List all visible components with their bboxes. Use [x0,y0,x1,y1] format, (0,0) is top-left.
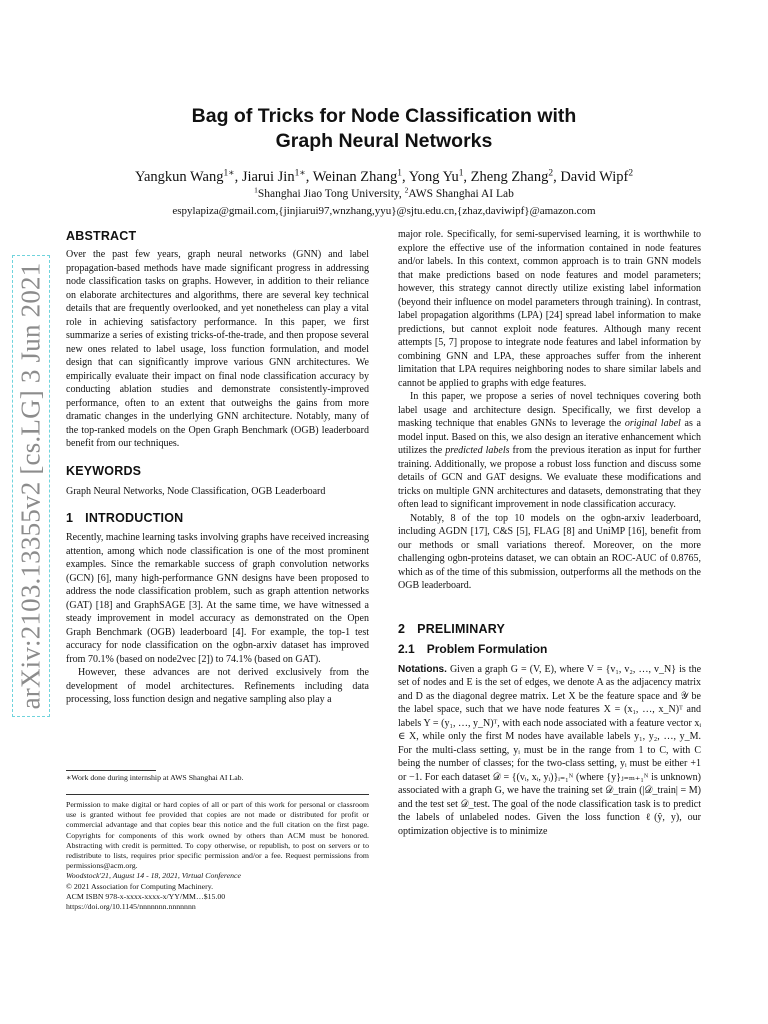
preliminary-heading [398,621,701,637]
author-name: Yangkun Wang [134,169,224,185]
doi-link[interactable]: https://doi.org/10.1145/nnnnnnn.nnnnnnn [66,902,196,912]
author-name: Jiarui Jin [241,169,295,185]
intro-paragraph-3 [398,390,701,512]
subsection-number: 2.1 [398,641,415,656]
intro-paragraph-2: However, these advances are not derived exclusively from the development of model architectures. Refinements including data processing, loss function design and negative sampling also play a [66,667,369,705]
section-title: PRELIMINARY [417,621,506,636]
right-column [398,228,701,838]
arxiv-identifier: arXiv:2103.13355v2 [cs.LG] 3 Jun 2021 [15,262,46,710]
affiliations [60,187,708,202]
affiliation-2: AWS Shanghai AI Lab [408,188,514,200]
isbn-line: ACM ISBN 978-x-xxxx-xxxx-x/YY/MM…$15.00 [66,891,226,901]
author-emails: espylapiza@gmail.com,{jinjiarui97,wnzhang,yyu}@sjtu.edu.cn,{zhaz,daviwipf}@amazon.com [172,205,596,217]
p3-part-b: as a model input. Based on this, we also design an iterative enhancement which utilizes the [398,418,701,456]
affiliation-1-mark: 1 [254,185,258,195]
intro-paragraph-4: Notably, 8 of the top 10 models on the ogbn-arxiv leaderboard, including AGDN [17], C&S [5], FLAG [8] and UniMP [16], benefit from our methods or small variations thereof. Moreover, on the more challenging ogbn-proteins dataset, we can obtain an ROC-AUC of 0.8765, which as of the time of this submission, outperforms all the methods on the OGB leaderboard. [398,512,701,591]
author-affiliation-mark: 1 [458,168,464,179]
footnote-rule [66,770,156,771]
author-name: Weinan Zhang [312,169,398,185]
conference-venue: Woodstock'21, August 14 - 18, 2021, Virtual Conference [66,871,241,881]
left-column [66,228,369,707]
p3-part-c: from the previous iteration as input for further training. Additionally, we propose a robust loss function and discuss some details of GCN and GAT designs. We evaluate these modifications and tricks on multiple GNN architectures and datasets, demonstrating that they often lead to significant improvement in node classification accuracy. [398,445,702,510]
p3-part-a: In this paper, we propose a series of novel techniques covering both label usage and architecture design. Specifically, we first develop a masking technique that enables GNNs to leverage the [398,391,701,429]
predicted-labels-term: predicted labels [445,445,510,456]
title-line-2: Graph Neural Networks [275,130,493,152]
problem-formulation-heading [398,641,701,657]
author-separator: , [463,169,471,185]
copyright-line: © 2021 Association for Computing Machinery. [66,881,214,891]
permission-text: Permission to make digital or hard copies of all or part of this work for personal or classroom use is granted without fee provided that copies are not made or distributed for profit or commercial advantage and that copies bear this notice and the full citation on the first page. Copyrights for components of this work owned by others than ACM must be honored. Abstracting with credit is permitted. To copy otherwise, or republish, to post on servers or to redistribute to lists, requires prior specific permission and/or a fee. Request permissions from permissions@acm.org. [66,800,369,871]
author-affiliation-mark: 1∗ [294,168,306,179]
notations-paragraph [398,663,701,839]
author-separator: , [553,169,561,185]
author-name: Zheng Zhang [470,169,549,185]
author-separator: , [402,169,409,185]
keywords-heading: KEYWORDS [66,463,142,478]
intro-paragraph-1: Recently, machine learning tasks involving graphs have received increasing attention, among which node classification is one of the most prominent examples. Since the remarkable success of graph convolution networks (GCN) [6], many high-performance GNN designs have been proposed to address the node classification problem, such as graph attention networks (GAT) [18] and GraphSAGE [3]. At the same time, we have witnessed a steady improvement in model accuracy as demonstrated on the Open Graph Benchmark (OGB) leaderboard [4]. For example, the top-1 test accuracy for node classification on the ogbn-arxiv dataset has improved from 70.1% (based on node2vec [2]) to 74.1% (based on GAT). [66,532,369,665]
section-title: INTRODUCTION [85,511,184,525]
author-separator: , [305,169,313,185]
paper-title [100,104,668,154]
author-affiliation-mark: 1 [397,168,402,179]
author-affiliation-mark: 2 [628,168,634,179]
author-list [60,168,708,186]
permission-block [66,800,369,912]
title-line-1: Bag of Tricks for Node Classification with [191,105,577,127]
affiliation-1: Shanghai Jiao Tong University, [257,188,405,200]
section-number: 2 [398,621,406,636]
keywords-text: Graph Neural Networks, Node Classification, OGB Leaderboard [66,485,326,497]
section-number: 1 [66,511,74,525]
intro-paragraph-2-continued: major role. Specifically, for semi-supervised learning, it is worthwhile to explore the effective use of the information contained in node features and/or labels. In this context, common approach is to train GNN models that make predictions based on node features and model parameters; however, this strategy cannot directly utilize existing label information (beyond their influence on model parameters through training). In contrast, label propagation algorithms (LPA) [24] spread label information to make predictions, but cannot exploit node features. Although many recent attempts [5, 7] propose to integrate node features and label information by combining GNN and LPA, these approaches suffer from the inherent limitation that LPA requires neighboring nodes to share similar labels and cannot be applied to graphs with edge features. [398,229,701,389]
author-affiliation-mark: 2 [548,168,554,179]
author-name: David Wipf [560,169,629,185]
abstract-text: Over the past few years, graph neural networks (GNN) and label propagation-based methods have made significant progress in addressing node classification tasks on graphs. However, in addition to their reliance on elaborate architectures and algorithms, there are several key technical details that are frequently overlooked, and yet nonetheless can play a vital role in achieving satisfactory performance. In this paper, we first summarize a series of existing tricks-of-the-trade, and then propose several new ones related to label usage, loss function formulation, and model design that can significantly improve various GNN architectures. We empirically evaluate their impact on final node classification accuracy by conducting ablation studies and demonstrate consistently-improved performance, often to an extent that outweighs the gains from more dramatic changes in the underlying GNN architecture. Notably, many of the top-ranked models on the Open Graph Benchmark (OGB) leaderboard benefit from our techniques. [66,249,369,449]
notations-runin: Notations. [398,663,447,675]
introduction-heading [66,510,369,526]
permission-rule [66,794,369,795]
author-affiliation-mark: 1∗ [223,168,235,179]
author-name: Yong Yu [408,169,459,185]
footnote: ∗Work done during internship at AWS Shanghai AI Lab. [66,773,244,782]
arxiv-stamp-frame [12,255,50,717]
subsection-title: Problem Formulation [426,641,548,656]
author-separator: , [234,169,242,185]
abstract-heading: ABSTRACT [66,229,137,243]
notations-text: Given a graph G = (V, E), where V = {v₁, v₂, …, v_N} is the set of nodes and E is the set of edges, we denote A as the adjacency matrix and D as the diagonal degree matrix. Let X be the feature space and 𝒴 be the label space, such that we have node features X = (x₁, …, x_N)ᵀ and labels Y = (y₁, …, y_N)ᵀ, with each node associated with a feature vector xᵢ ∈ X, while only the first M nodes have available labels y₁, y₂, …, y_M. For the multi-class setting, yᵢ must be in the range from 1 to C, with C being the number of classes; for the two-class setting, yᵢ must be either +1 or −1. For each dataset 𝒟 = {(vᵢ, xᵢ, yᵢ)}ᵢ₌₁ᴺ (where {y}ⱼ₌ₘ₊₁ᴺ is unknown) associated with a graph G, we have the training set 𝒟_train (|𝒟_train| = M) and the test set 𝒟_test. The goal of the node classification task is to predict the labels of unlabeled nodes. Given the loss function ℓ(ŷ, y), our optimization objective is to minimize [398,663,702,837]
affiliation-2-mark: 2 [404,185,409,195]
original-label-term: original label [624,418,681,429]
